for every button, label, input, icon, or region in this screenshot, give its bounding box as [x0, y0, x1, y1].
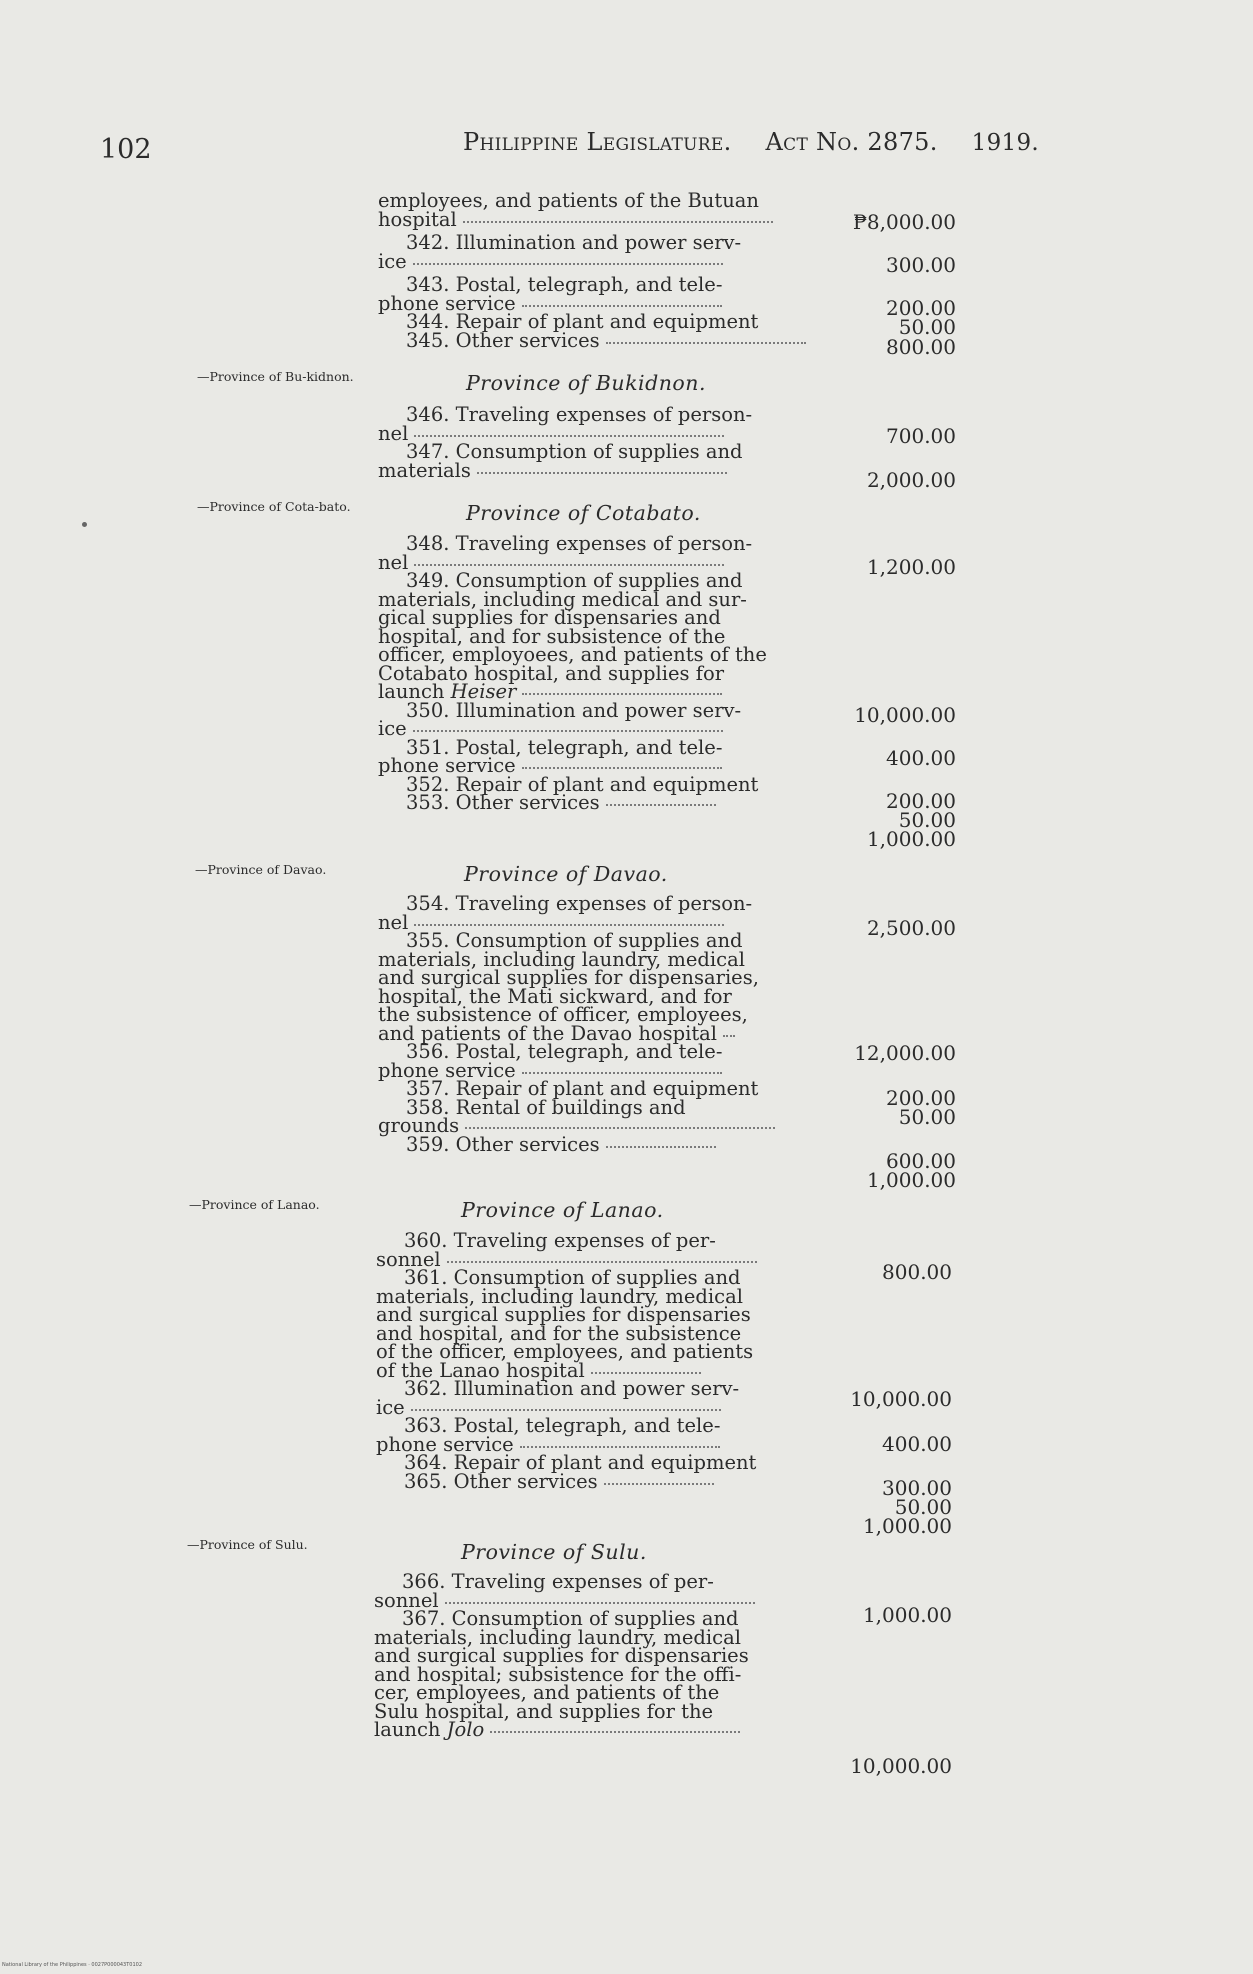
amount: 50.00	[894, 1495, 952, 1519]
amount: 1,000.00	[862, 1514, 952, 1538]
text-line: ice	[376, 1395, 405, 1419]
amount: 1,000.00	[866, 827, 956, 851]
text-line: ice	[378, 717, 407, 740]
item-366-text	[374, 1570, 792, 1741]
amount: 10,000.00	[850, 1387, 952, 1411]
text-line: ice	[378, 249, 407, 273]
text-line: and hospital, and for the subsistence	[376, 1321, 742, 1345]
amount: 50.00	[898, 315, 956, 339]
text-line: 364. Repair of plant and equipment	[404, 1451, 757, 1474]
amount: 600.00	[886, 1149, 956, 1173]
text-line: grounds	[378, 1114, 460, 1137]
text-line: nel	[378, 550, 409, 574]
print-speck	[82, 522, 87, 527]
text-line: 355. Consumption of supplies and	[406, 929, 743, 952]
amount: 300.00	[882, 1476, 952, 1500]
text-line: of the Lanao hospital	[376, 1358, 585, 1382]
amount: 200.00	[886, 296, 956, 320]
act-number: Act No. 2875.	[765, 128, 938, 156]
text-line: phone service	[378, 754, 516, 777]
text-line: phone service	[376, 1432, 514, 1456]
item-354-text	[378, 892, 796, 1156]
text-line: 350. Illumination and power serv-	[406, 698, 742, 722]
item-341-text	[378, 189, 796, 231]
amount: 50.00	[898, 808, 956, 832]
text-line: phone service	[378, 1058, 516, 1082]
text-line: hospital, the Mati sickward, and for	[378, 984, 732, 1008]
heading-sulu: Province of Sulu.	[461, 1540, 647, 1564]
margin-note-lanao: —Province of Lanao.	[189, 1197, 320, 1212]
text-line: nel	[378, 910, 409, 934]
text-line: phone service	[378, 291, 516, 315]
text-line: Heiser	[450, 680, 517, 703]
text-line: 345. Other services	[406, 328, 600, 352]
text-line: materials, including laundry, medical	[376, 1284, 743, 1308]
text-line: hospital, and for subsistence of the	[378, 624, 726, 648]
amount: 1,000.00	[862, 1603, 952, 1627]
text-line: officer, employoees, and patients of the	[378, 643, 767, 666]
running-header	[463, 128, 1039, 156]
amount: 800.00	[882, 1260, 952, 1284]
text-line: 367. Consumption of supplies and	[402, 1607, 739, 1630]
heading-lanao: Province of Lanao.	[461, 1198, 664, 1222]
text-line: 354. Traveling expenses of person-	[406, 892, 753, 915]
amount: 800.00	[886, 335, 956, 359]
text-line: 365. Other services	[404, 1469, 598, 1493]
text-line: of the officer, employees, and patients	[376, 1340, 754, 1363]
text-line: 361. Consumption of supplies and	[404, 1266, 741, 1289]
page-number: 102	[100, 134, 152, 165]
amount: 2,000.00	[866, 468, 956, 492]
text-line: materials, including laundry, medical	[378, 947, 745, 971]
amount: 50.00	[898, 1105, 956, 1129]
margin-note-sulu: —Province of Sulu.	[187, 1537, 308, 1552]
text-line: 351. Postal, telegraph, and tele-	[406, 735, 723, 759]
text-line: and patients of the Davao hospital	[378, 1021, 718, 1045]
text-line: gical supplies for dispensaries and	[378, 606, 721, 629]
text-line: employees, and patients of the Butuan	[378, 189, 759, 212]
text-line: 362. Illumination and power serv-	[404, 1377, 740, 1400]
text-line: 360. Traveling expenses of per-	[404, 1229, 716, 1252]
amount: 10,000.00	[854, 703, 956, 727]
text-line: Sulu hospital, and supplies for the	[374, 1699, 714, 1723]
margin-note-davao: —Province of Davao.	[195, 862, 327, 877]
text-line: the subsistence of officer, employees,	[378, 1003, 748, 1026]
heading-cotabato: Province of Cotabato.	[466, 501, 701, 525]
item-343-text	[378, 273, 796, 352]
text-line: and hospital; subsistence for the offi-	[374, 1662, 742, 1686]
text-line: 366. Traveling expenses of per-	[402, 1570, 714, 1593]
amount: 200.00	[886, 1086, 956, 1110]
amount: 200.00	[886, 789, 956, 813]
running-title: Philippine Legislature.	[463, 128, 732, 156]
text-line: 363. Postal, telegraph, and tele-	[404, 1414, 721, 1437]
item-346-text	[378, 403, 796, 482]
item-342-text	[378, 231, 796, 273]
text-line: cer, employees, and patients of the	[374, 1681, 720, 1704]
text-line: 356. Postal, telegraph, and tele-	[406, 1040, 723, 1063]
text-line: 357. Repair of plant and equipment	[406, 1077, 759, 1100]
text-line: 346. Traveling expenses of person-	[406, 403, 753, 426]
text-line: materials, including medical and sur-	[378, 587, 747, 611]
text-line: nel	[378, 421, 409, 445]
text-line: 342. Illumination and power serv-	[406, 231, 742, 254]
amount: 700.00	[886, 424, 956, 448]
text-line: materials	[378, 458, 471, 482]
text-line: 353. Other services	[406, 791, 600, 814]
text-line: sonnel	[376, 1247, 441, 1271]
text-line: 347. Consumption of supplies and	[406, 440, 743, 463]
text-line: sonnel	[374, 1588, 439, 1612]
scan-footer: National Library of the Philippines · 0027P000043T0102	[2, 1962, 143, 1968]
text-line: launch	[378, 680, 445, 703]
text-line: and surgical supplies for dispensaries	[374, 1644, 749, 1667]
amount: 10,000.00	[850, 1754, 952, 1778]
amount: 400.00	[882, 1432, 952, 1456]
text-line: materials, including laundry, medical	[374, 1625, 741, 1649]
margin-note-bukidnon: —Province of Bu-kidnon.	[197, 369, 354, 384]
heading-davao: Province of Davao.	[464, 862, 668, 886]
amount: 400.00	[886, 746, 956, 770]
amount: 1,200.00	[866, 555, 956, 579]
text-line: 352. Repair of plant and equipment	[406, 772, 759, 796]
text-line: 349. Consumption of supplies and	[406, 569, 743, 592]
margin-note-cotabato: —Province of Cota-bato.	[197, 499, 351, 514]
text-line: 359. Other services	[406, 1132, 600, 1156]
amount: 300.00	[886, 253, 956, 277]
text-line: and surgical supplies for dispensaries,	[378, 966, 759, 989]
item-360-text	[376, 1229, 794, 1493]
text-line: hospital	[378, 207, 457, 231]
text-line: launch	[374, 1718, 441, 1741]
text-line: 358. Rental of buildings and	[406, 1095, 686, 1119]
text-line: 344. Repair of plant and equipment	[406, 310, 759, 333]
amount: ₱8,000.00	[852, 210, 956, 234]
text-line: Cotabato hospital, and supplies for	[378, 661, 725, 685]
text-line: 348. Traveling expenses of person-	[406, 532, 753, 555]
amount: 1,000.00	[866, 1168, 956, 1192]
text-line: 343. Postal, telegraph, and tele-	[406, 273, 723, 296]
header-year: 1919.	[971, 130, 1039, 156]
item-348-text	[378, 532, 796, 814]
text-line: and surgical supplies for dispensaries	[376, 1303, 751, 1326]
text-line: Jolo	[446, 1718, 485, 1741]
heading-bukidnon: Province of Bukidnon.	[466, 371, 706, 395]
amount: 12,000.00	[854, 1041, 956, 1065]
amount: 2,500.00	[866, 916, 956, 940]
